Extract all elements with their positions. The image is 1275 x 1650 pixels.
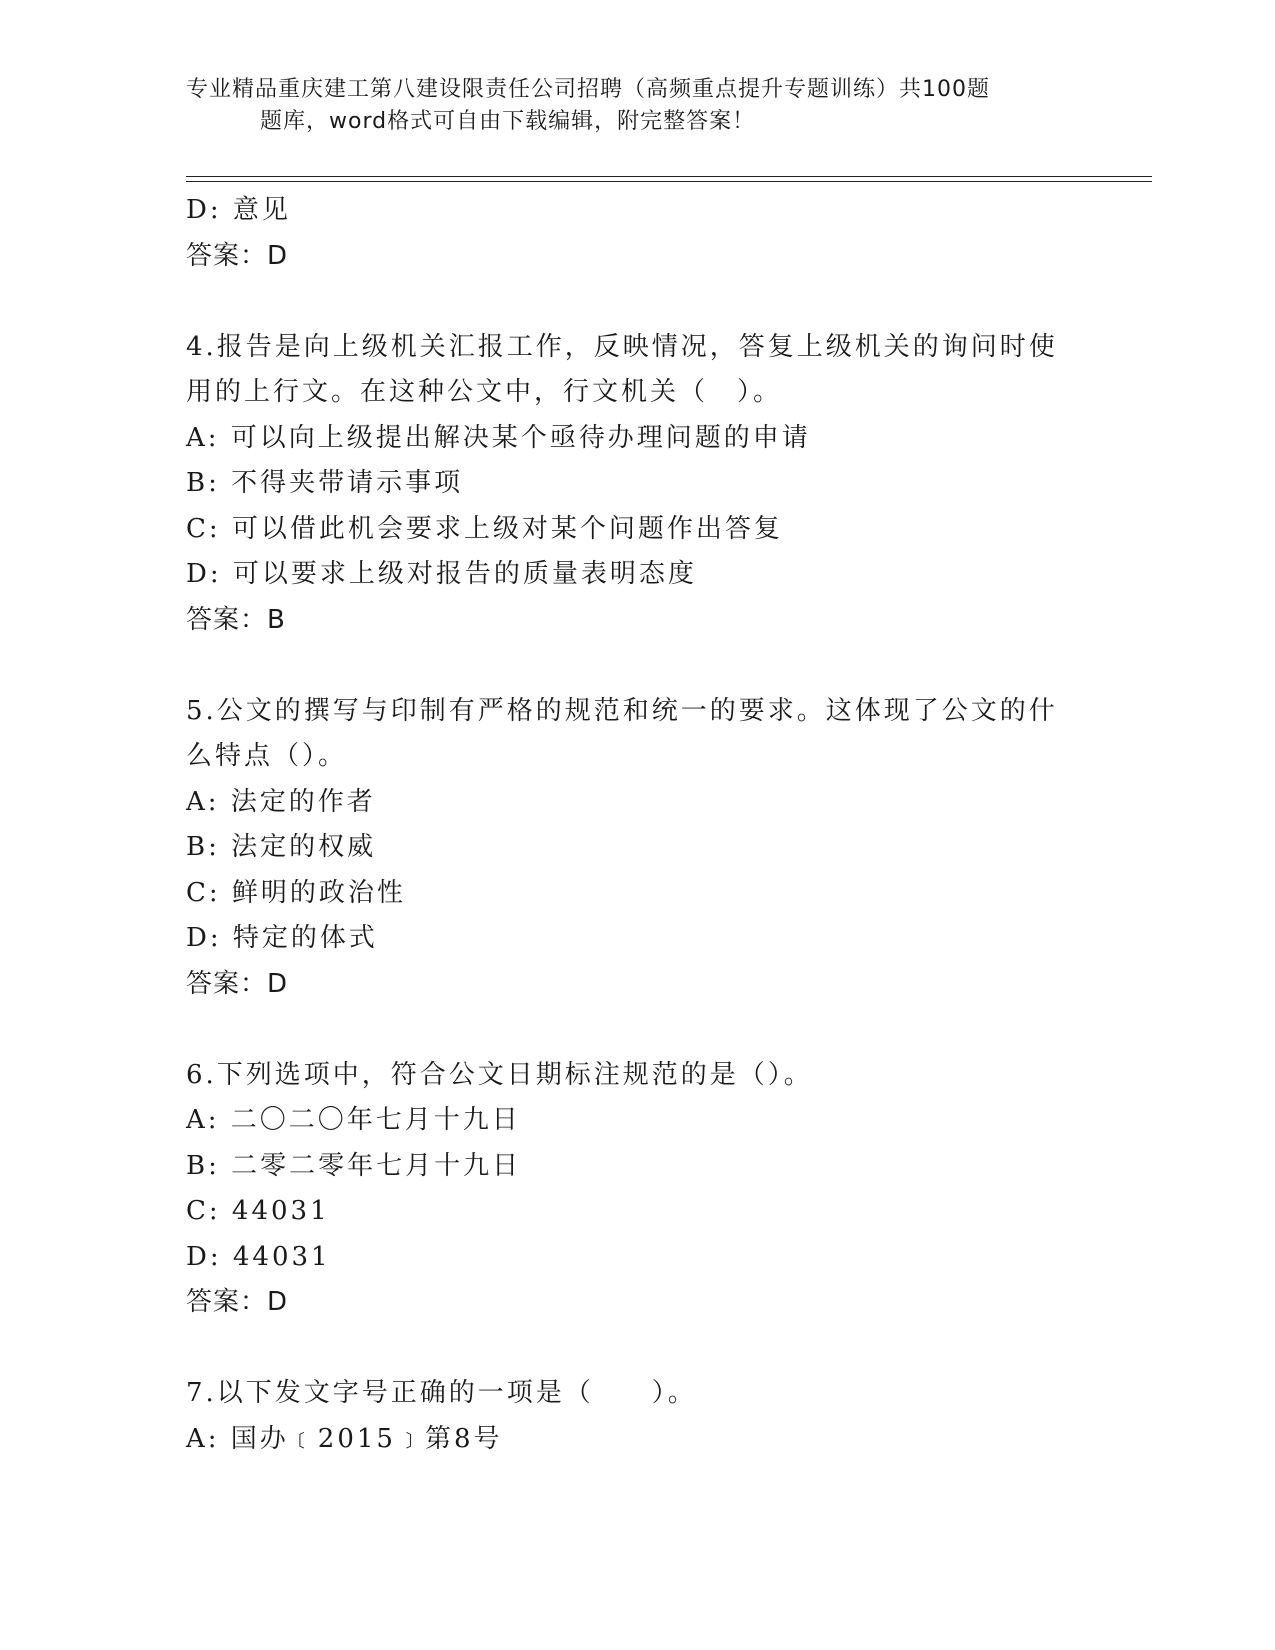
header-title-line1: 专业精品重庆建工第八建设限责任公司招聘（高频重点提升专题训练）共100题 (186, 77, 990, 102)
document-header (186, 74, 1066, 138)
option-d: D: 44031 (186, 1241, 331, 1272)
option-c: C: 鲜明的政治性 (186, 877, 406, 908)
question-stem-line2: 用的上行文。在这种公文中，行文机关（ ）。 (186, 377, 783, 407)
answer: 答案：D (186, 968, 289, 999)
header-title-line2: 题库，word格式可自由下载编辑，附完整答案！ (260, 109, 756, 134)
option-d: D: 可以要求上级对报告的质量表明态度 (186, 559, 697, 589)
question-7 (186, 1371, 1066, 1462)
option-c: C: 44031 (186, 1196, 330, 1226)
spacer (186, 643, 1066, 689)
question-stem-line1: 4.报告是向上级机关汇报工作，反映情况，答复上级机关的询问时使 (186, 331, 1058, 362)
question-stem-line1: 6.下列选项中，符合公文日期标注规范的是（）。 (186, 1059, 813, 1090)
option-a: A: 法定的作者 (186, 786, 376, 817)
header-divider-top (186, 176, 1152, 177)
answer: 答案：D (186, 1287, 289, 1317)
question-stem-line2: 么特点（）。 (186, 741, 348, 771)
option-b: B: 不得夹带请示事项 (186, 468, 464, 498)
question-3-tail (186, 188, 1066, 279)
option-d: D: 意见 (186, 195, 291, 225)
spacer (186, 279, 1066, 325)
option-a: A: 可以向上级提出解决某个亟待办理问题的申请 (186, 422, 811, 453)
question-4 (186, 325, 1066, 644)
document-body (186, 188, 1066, 1462)
option-b: B: 法定的权威 (186, 832, 377, 862)
question-6 (186, 1053, 1066, 1326)
option-b: B: 二零二零年七月十九日 (186, 1150, 522, 1181)
answer: 答案：D (186, 240, 289, 271)
answer: 答案：B (186, 604, 286, 635)
question-stem-line1: 7.以下发文字号正确的一项是（ ）。 (186, 1378, 697, 1408)
header-divider-bottom (186, 181, 1152, 182)
option-a: A: 国办﹝2015﹞第8号 (186, 1423, 503, 1454)
question-stem-line1: 5.公文的撰写与印制有严格的规范和统一的要求。这体现了公文的什 (186, 695, 1058, 726)
option-d: D: 特定的体式 (186, 923, 378, 953)
spacer (186, 1007, 1066, 1053)
question-5 (186, 689, 1066, 1008)
option-a: A: 二〇二〇年七月十九日 (186, 1105, 521, 1135)
spacer (186, 1326, 1066, 1372)
option-c: C: 可以借此机会要求上级对某个问题作出答复 (186, 513, 783, 544)
